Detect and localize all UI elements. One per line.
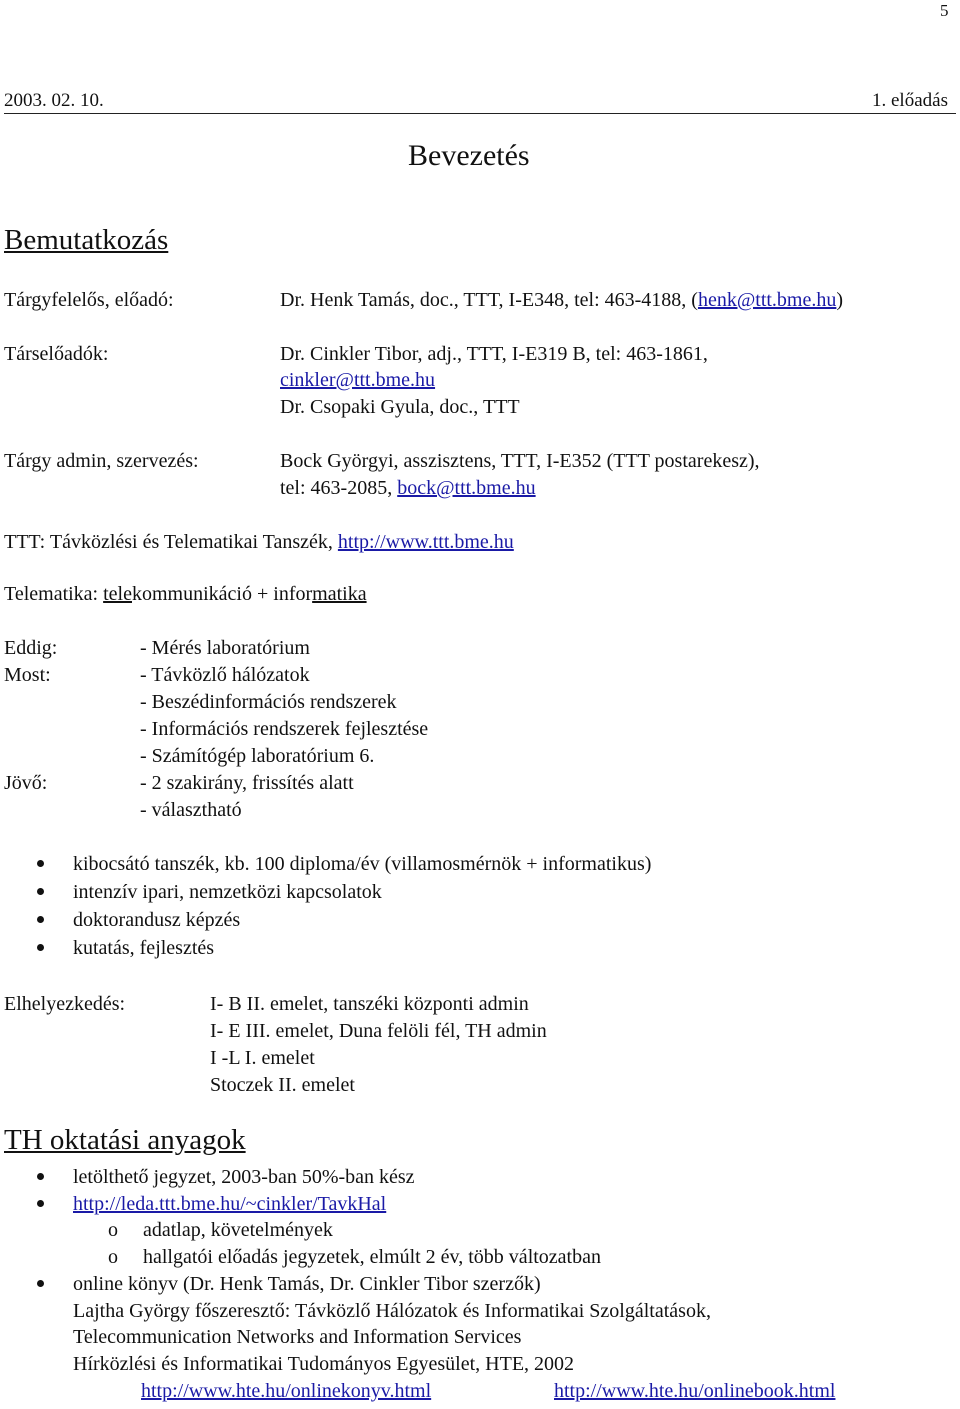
eddig-label: Eddig: — [4, 637, 58, 659]
course-item: - Mérés laboratórium — [140, 637, 310, 659]
materials-url-link[interactable]: http://leda.ttt.bme.hu/~cinkler/TavkHal — [73, 1193, 387, 1215]
sub-bullet-marker: o — [108, 1219, 118, 1241]
list-item: online könyv (Dr. Henk Tamás, Dr. Cinkler Tibor szerzők) — [73, 1273, 541, 1295]
telematika-line: Telematika: telekommunikáció + informatika — [4, 583, 367, 605]
bullet-dot-icon — [37, 944, 44, 951]
co-lecturer-email-link[interactable]: cinkler@ttt.bme.hu — [280, 369, 436, 391]
header-lecture: 1. előadás — [872, 90, 948, 111]
course-item: - Információs rendszerek fejlesztése — [140, 718, 429, 740]
jovo-label: Jövő: — [4, 772, 48, 794]
admin-line-2: tel: 463-2085, bock@ttt.bme.hu — [280, 477, 536, 499]
bullet-dot-icon — [37, 1200, 44, 1207]
section-heading-materials: TH oktatási anyagok — [4, 1124, 246, 1156]
location-line: Stoczek II. emelet — [210, 1074, 355, 1096]
book-line: Telecommunication Networks and Information Services — [73, 1326, 522, 1348]
bullet-dot-icon — [37, 1173, 44, 1180]
location-line: I -L I. emelet — [210, 1047, 315, 1069]
course-item: - választható — [140, 799, 242, 821]
course-item: - Távközlő hálózatok — [140, 664, 310, 686]
bullet-dot-icon — [37, 1280, 44, 1287]
location-label: Elhelyezkedés: — [4, 993, 126, 1015]
bullet-dot-icon — [37, 860, 44, 867]
course-item: - 2 szakirány, frissítés alatt — [140, 772, 354, 794]
most-label: Most: — [4, 664, 51, 686]
list-item: letölthető jegyzet, 2003-ban 50%-ban kész — [73, 1166, 415, 1188]
co-lecturer-1: Dr. Cinkler Tibor, adj., TTT, I-E319 B, tel: 463-1861, — [280, 343, 708, 365]
admin-email-link[interactable]: bock@ttt.bme.hu — [397, 477, 536, 499]
location-line: I- B II. emelet, tanszéki központi admin — [210, 993, 529, 1015]
header-date: 2003. 02. 10. — [4, 90, 104, 111]
bullet-dot-icon — [37, 888, 44, 895]
location-line: I- E III. emelet, Duna felöli fél, TH admin — [210, 1020, 547, 1042]
section-heading-bemutatkozas: Bemutatkozás — [4, 224, 169, 256]
course-item: - Beszédinformációs rendszerek — [140, 691, 397, 713]
responsible-value: Dr. Henk Tamás, doc., TTT, I-E348, tel: 463-4188, (henk@ttt.bme.hu) — [280, 289, 844, 311]
book-line: Lajtha György főszeresztő: Távközlő Hálózatok és Informatikai Szolgáltatások, — [73, 1300, 711, 1322]
list-item: doktorandusz képzés — [73, 909, 241, 931]
course-item: - Számítógép laboratórium 6. — [140, 745, 375, 767]
admin-line-1: Bock Györgyi, asszisztens, TTT, I-E352 (TTT postarekesz), — [280, 450, 760, 472]
admin-label: Tárgy admin, szervezés: — [4, 450, 199, 472]
ttt-line: TTT: Távközlési és Telematikai Tanszék, http://www.ttt.bme.hu — [4, 531, 514, 553]
list-item: kutatás, fejlesztés — [73, 937, 215, 959]
responsible-email-link[interactable]: henk@ttt.bme.hu — [697, 289, 837, 311]
header-rule — [4, 113, 956, 114]
book-line: Hírközlési és Informatikai Tudományos Egyesület, HTE, 2002 — [73, 1353, 575, 1375]
sub-bullet-marker: o — [108, 1246, 118, 1268]
responsible-label: Tárgyfelelős, előadó: — [4, 289, 174, 311]
hte-online-book-link[interactable]: http://www.hte.hu/onlinebook.html — [554, 1380, 836, 1402]
sub-list-item: adatlap, követelmények — [143, 1219, 333, 1241]
list-item: intenzív ipari, nemzetközi kapcsolatok — [73, 881, 382, 903]
hte-online-konyv-link[interactable]: http://www.hte.hu/onlinekonyv.html — [141, 1380, 432, 1402]
page-number: 5 — [940, 1, 949, 20]
bullet-dot-icon — [37, 916, 44, 923]
ttt-url-link[interactable]: http://www.ttt.bme.hu — [337, 531, 514, 553]
sub-list-item: hallgatói előadás jegyzetek, elmúlt 2 év, több változatban — [143, 1246, 601, 1268]
list-item: kibocsátó tanszék, kb. 100 diploma/év (villamosmérnök + informatikus) — [73, 853, 652, 875]
co-lecturer-2: Dr. Csopaki Gyula, doc., TTT — [280, 396, 520, 418]
page-title: Bevezetés — [408, 139, 530, 172]
co-lecturers-label: Társelőadók: — [4, 343, 109, 365]
